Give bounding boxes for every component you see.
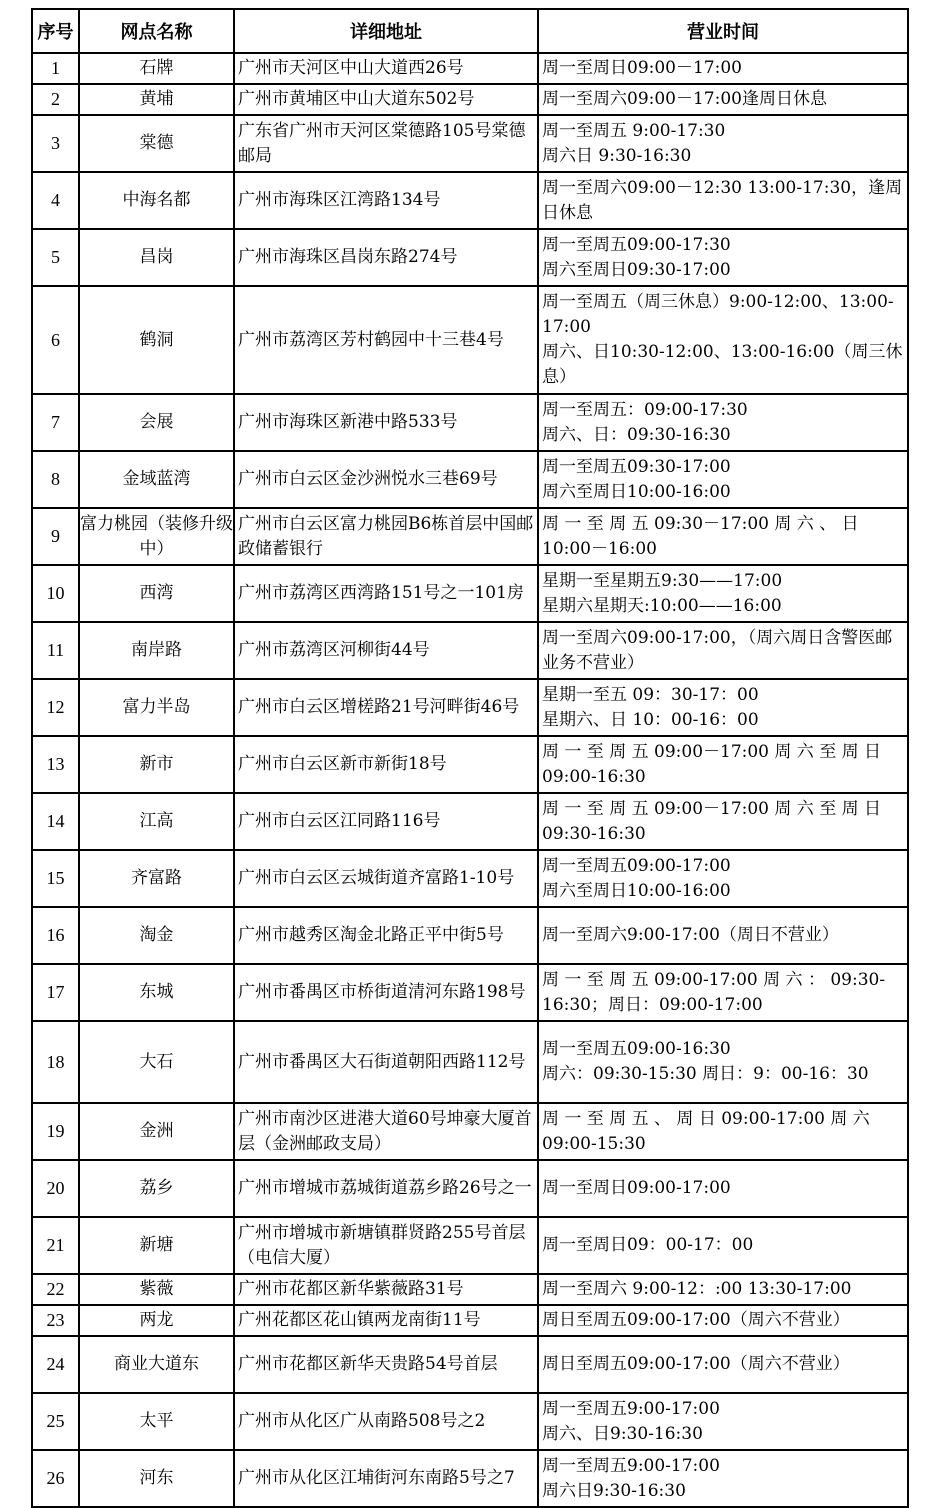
cell-address: 广州市天河区中山大道西26号 [234, 53, 538, 84]
cell-name: 江高 [79, 793, 234, 850]
table-row [32, 115, 908, 172]
cell-address: 广州市番禺区大石街道朝阳西路112号 [234, 1021, 538, 1103]
cell-no: 14 [32, 793, 79, 850]
cell-no: 16 [32, 907, 79, 964]
cell-address: 广州市海珠区江湾路134号 [234, 172, 538, 229]
cell-name: 荔乡 [79, 1160, 234, 1217]
cell-hours: 周一至周六9:00-17:00（周日不营业） [538, 907, 908, 964]
cell-no: 18 [32, 1021, 79, 1103]
cell-hours: 周一至周五09:30-17:00 周六至周日10:00-16:00 [538, 451, 908, 508]
branch-table [31, 8, 909, 1508]
cell-name: 会展 [79, 394, 234, 451]
cell-name: 东城 [79, 964, 234, 1021]
cell-address: 广州市黄埔区中山大道东502号 [234, 84, 538, 115]
cell-no: 8 [32, 451, 79, 508]
cell-name: 富力半岛 [79, 679, 234, 736]
table-row [32, 286, 908, 394]
table-row [32, 53, 908, 84]
cell-hours: 周一至周五09:00-16:30 周六：09:30-15:30 周日：9：00-16：30 [538, 1021, 908, 1103]
table-row [32, 1305, 908, 1336]
cell-no: 4 [32, 172, 79, 229]
table-header-row [32, 9, 908, 53]
cell-no: 24 [32, 1336, 79, 1393]
cell-name: 富力桃园（装修升级中） [79, 508, 234, 565]
cell-address: 广州市从化区江埔街河东南路5号之7 [234, 1450, 538, 1507]
cell-address: 广州市白云区江同路116号 [234, 793, 538, 850]
cell-hours: 周一至周六09:00－12:30 13:00-17:30，逢周日休息 [538, 172, 908, 229]
cell-hours: 周一至周五9:00-17:00 周六、日9:30-16:30 [538, 1393, 908, 1450]
table-row [32, 964, 908, 1021]
cell-hours: 周一至周日09:00－17:00 [538, 53, 908, 84]
cell-no: 10 [32, 565, 79, 622]
table-row [32, 1103, 908, 1160]
table-row [32, 793, 908, 850]
cell-address: 广州市荔湾区河柳街44号 [234, 622, 538, 679]
cell-no: 7 [32, 394, 79, 451]
cell-no: 19 [32, 1103, 79, 1160]
cell-no: 20 [32, 1160, 79, 1217]
cell-no: 17 [32, 964, 79, 1021]
cell-hours: 星期一至星期五9:30——17:00 星期六星期天:10:00——16:00 [538, 565, 908, 622]
cell-hours: 周 一 至 周 五 09:00－17:00 周 六 至 周 日09:00-16:30 [538, 736, 908, 793]
cell-hours: 星期一至五 09：30-17：00 星期六、日 10：00-16：00 [538, 679, 908, 736]
cell-hours: 周日至周五09:00-17:00（周六不营业） [538, 1336, 908, 1393]
cell-name: 新塘 [79, 1217, 234, 1274]
table-row [32, 565, 908, 622]
header-name: 网点名称 [79, 9, 234, 53]
cell-name: 淘金 [79, 907, 234, 964]
cell-hours: 周一至周五：09:00-17:30 周六、日：09:30-16:30 [538, 394, 908, 451]
cell-address: 广州花都区花山镇两龙南街11号 [234, 1305, 538, 1336]
cell-address: 广州市从化区广从南路508号之2 [234, 1393, 538, 1450]
cell-name: 新市 [79, 736, 234, 793]
cell-hours: 周日至周五09:00-17:00（周六不营业） [538, 1305, 908, 1336]
table-row [32, 1450, 908, 1507]
cell-name: 大石 [79, 1021, 234, 1103]
table-row [32, 451, 908, 508]
table-row [32, 84, 908, 115]
cell-hours: 周一至周日09:00-17:00 [538, 1160, 908, 1217]
table-row [32, 172, 908, 229]
cell-name: 商业大道东 [79, 1336, 234, 1393]
cell-address: 广州市海珠区新港中路533号 [234, 394, 538, 451]
cell-name: 石牌 [79, 53, 234, 84]
table-row [32, 850, 908, 907]
cell-no: 23 [32, 1305, 79, 1336]
cell-address: 广州市白云区云城街道齐富路1-10号 [234, 850, 538, 907]
table-row [32, 907, 908, 964]
table-row [32, 1393, 908, 1450]
cell-address: 广州市越秀区淘金北路正平中街5号 [234, 907, 538, 964]
cell-hours: 周一至周五（周三休息）9:00-12:00、13:00-17:00 周六、日10:30-12:00、13:00-16:00（周三休息） [538, 286, 908, 394]
cell-name: 河东 [79, 1450, 234, 1507]
table-row [32, 229, 908, 286]
cell-hours: 周 一 至 周 五 09:00-17:00 周 六 ： 09:30-16:30；周日：09:00-17:00 [538, 964, 908, 1021]
cell-hours: 周 一 至 周 五 、 周 日 09:00-17:00 周 六09:00-15:30 [538, 1103, 908, 1160]
table-row [32, 736, 908, 793]
cell-address: 广州市白云区富力桃园B6栋首层中国邮政储蓄银行 [234, 508, 538, 565]
cell-address: 广州市南沙区进港大道60号坤豪大厦首层（金洲邮政支局） [234, 1103, 538, 1160]
cell-address: 广州市白云区增槎路21号河畔街46号 [234, 679, 538, 736]
table-row [32, 1336, 908, 1393]
cell-no: 15 [32, 850, 79, 907]
cell-name: 南岸路 [79, 622, 234, 679]
cell-name: 两龙 [79, 1305, 234, 1336]
cell-no: 5 [32, 229, 79, 286]
header-no: 序号 [32, 9, 79, 53]
cell-address: 广州市海珠区昌岗东路274号 [234, 229, 538, 286]
cell-hours: 周一至周五09:00-17:00 周六至周日10:00-16:00 [538, 850, 908, 907]
cell-address: 广州市番禺区市桥街道清河东路198号 [234, 964, 538, 1021]
cell-address: 广州市花都区新华天贵路54号首层 [234, 1336, 538, 1393]
cell-name: 鹤洞 [79, 286, 234, 394]
cell-address: 广州市荔湾区芳村鹤园中十三巷4号 [234, 286, 538, 394]
table-row [32, 1021, 908, 1103]
cell-hours: 周一至周六09:00－17:00逢周日休息 [538, 84, 908, 115]
cell-no: 22 [32, 1274, 79, 1305]
cell-no: 11 [32, 622, 79, 679]
cell-name: 齐富路 [79, 850, 234, 907]
table-row [32, 679, 908, 736]
cell-name: 金洲 [79, 1103, 234, 1160]
cell-no: 12 [32, 679, 79, 736]
header-address: 详细地址 [234, 9, 538, 53]
cell-hours: 周一至周五 9:00-17:30 周六日 9:30-16:30 [538, 115, 908, 172]
table-row [32, 1274, 908, 1305]
cell-address: 广州市荔湾区西湾路151号之一101房 [234, 565, 538, 622]
cell-name: 紫薇 [79, 1274, 234, 1305]
cell-no: 1 [32, 53, 79, 84]
cell-no: 3 [32, 115, 79, 172]
cell-hours: 周 一 至 周 五 09:30－17:00 周 六 、 日10:00－16:00 [538, 508, 908, 565]
cell-name: 棠德 [79, 115, 234, 172]
cell-address: 广州市白云区新市新街18号 [234, 736, 538, 793]
cell-hours: 周一至周五09:00-17:30 周六至周日09:30-17:00 [538, 229, 908, 286]
cell-address: 广州市白云区金沙洲悦水三巷69号 [234, 451, 538, 508]
cell-no: 6 [32, 286, 79, 394]
table-row [32, 394, 908, 451]
table-row [32, 622, 908, 679]
document-page [31, 8, 907, 1508]
cell-name: 昌岗 [79, 229, 234, 286]
cell-name: 太平 [79, 1393, 234, 1450]
cell-hours: 周一至周六09:00-17:00，（周六周日含警医邮业务不营业） [538, 622, 908, 679]
cell-hours: 周一至周日09：00-17：00 [538, 1217, 908, 1274]
cell-hours: 周一至周五9:00-17:00 周六日9:30-16:30 [538, 1450, 908, 1507]
cell-address: 广州市增城市荔城街道荔乡路26号之一 [234, 1160, 538, 1217]
table-row [32, 508, 908, 565]
cell-name: 黄埔 [79, 84, 234, 115]
cell-hours: 周一至周六 9:00-12：:00 13:30-17:00 [538, 1274, 908, 1305]
header-hours: 营业时间 [538, 9, 908, 53]
cell-no: 13 [32, 736, 79, 793]
cell-address: 广州市花都区新华紫薇路31号 [234, 1274, 538, 1305]
cell-name: 金域蓝湾 [79, 451, 234, 508]
table-row [32, 1160, 908, 1217]
cell-hours: 周 一 至 周 五 09:00－17:00 周 六 至 周 日09:30-16:30 [538, 793, 908, 850]
cell-address: 广州市增城市新塘镇群贤路255号首层（电信大厦） [234, 1217, 538, 1274]
cell-no: 2 [32, 84, 79, 115]
cell-no: 26 [32, 1450, 79, 1507]
cell-name: 西湾 [79, 565, 234, 622]
cell-no: 21 [32, 1217, 79, 1274]
table-row [32, 1217, 908, 1274]
cell-no: 9 [32, 508, 79, 565]
cell-name: 中海名都 [79, 172, 234, 229]
table-body [32, 53, 908, 1507]
cell-address: 广东省广州市天河区棠德路105号棠德邮局 [234, 115, 538, 172]
cell-no: 25 [32, 1393, 79, 1450]
